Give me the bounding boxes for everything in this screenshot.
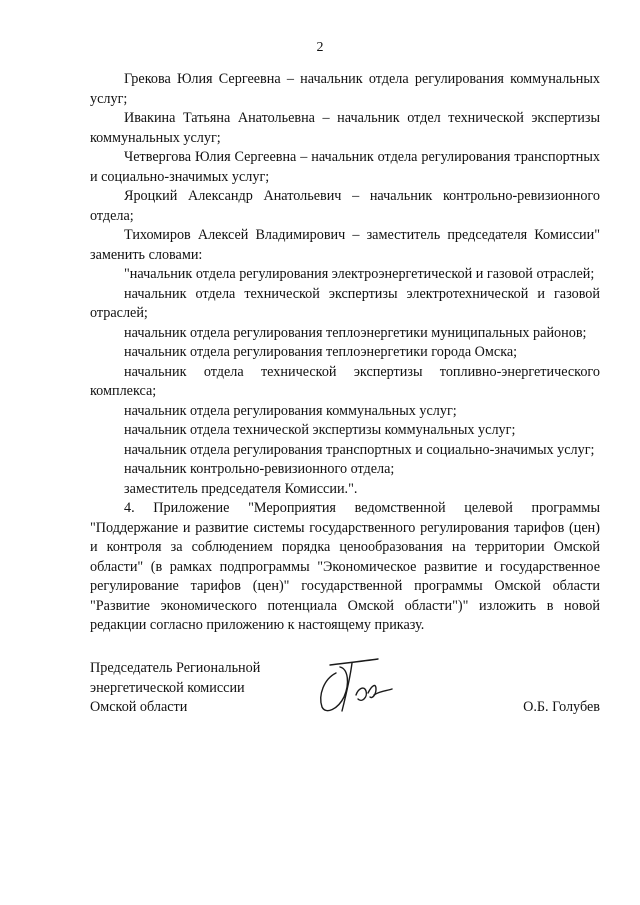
paragraph: Яроцкий Александр Анатольевич – начальник контрольно-ревизионного отдела; [90, 188, 600, 224]
signatory-title-line: Председатель Региональной [90, 660, 261, 676]
paragraph: 4. Приложение "Мероприятия ведомственной целевой программы "Поддержание и развитие системы государственного регулирования тарифов (цен) и контроля за соблюдением порядка ценообразования на территории Омской области" (в рамках подпрограммы "Экономическое развитие и государственное регулирование тарифов (цен)" государственной программы Омской области "Развитие экономического потенциала Омской области")" изложить в новой редакции согласно приложению к настоящему приказу. [90, 500, 600, 633]
paragraph: начальник отдела регулирования теплоэнергетики города Омска; [124, 344, 518, 360]
handwritten-signature [312, 655, 398, 717]
signatory-title-line: Омской области [90, 699, 188, 715]
paragraph: начальник отдела технической экспертизы электротехнической и газовой отраслей; [90, 285, 600, 321]
signature-block [90, 659, 600, 719]
paragraph: начальник контрольно-ревизионного отдела; [124, 461, 395, 477]
signatory-title-line: энергетической комиссии [90, 679, 245, 696]
paragraph: Ивакина Татьяна Анатольевна – начальник отдел технической экспертизы коммунальных услуг; [90, 110, 600, 146]
paragraph: Четвергова Юлия Сергеевна – начальник отдела регулирования транспортных и социально-значимых услуг; [90, 149, 600, 185]
document-body [90, 70, 600, 636]
paragraph: Грекова Юлия Сергеевна – начальник отдела регулирования коммунальных услуг; [90, 71, 600, 107]
paragraph: начальник отдела регулирования теплоэнергетики муниципальных районов; [124, 324, 587, 341]
paragraph: "начальник отдела регулирования электроэнергетической и газовой отраслей; [124, 266, 595, 282]
page-number: 2 [316, 40, 324, 55]
signatory-title [90, 659, 310, 718]
paragraph: Тихомиров Алексей Владимирович – заместитель председателя Комиссии" заменить словами: [90, 227, 600, 263]
paragraph: заместитель председателя Комиссии.". [124, 480, 358, 497]
paragraph: начальник отдела регулирования коммунальных услуг; [124, 402, 457, 419]
paragraph: начальник отдела технической экспертизы топливно-энергетического комплекса; [90, 363, 600, 399]
paragraph: начальник отдела регулирования транспортных и социально-значимых услуг; [124, 441, 595, 458]
signatory-name: О.Б. Голубев [523, 699, 600, 715]
paragraph: начальник отдела технической экспертизы коммунальных услуг; [124, 422, 516, 438]
